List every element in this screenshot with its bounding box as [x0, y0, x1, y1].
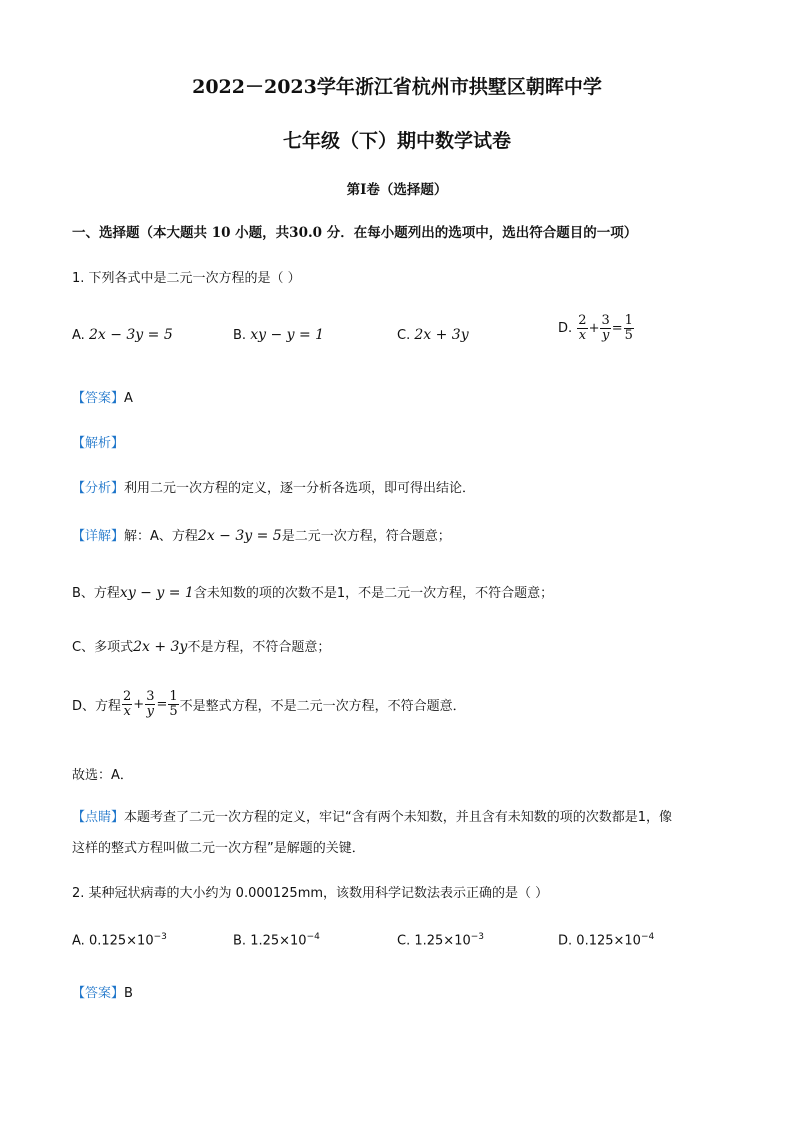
- section-title: 第I卷（选择题）: [346, 182, 448, 198]
- q1-fenxi: 【分析】利用二元一次方程的定义，逐一分析各选项，即可得出结论．: [72, 481, 476, 496]
- q1-answer: 【答案】A: [72, 391, 133, 406]
- q1-choose: 故选：A．: [72, 768, 133, 783]
- q2-answer: 【答案】B: [72, 986, 133, 1001]
- q1-option-c: [397, 327, 469, 343]
- q2-option-b: B. $1.25\times 10^{-4}$: [233, 932, 320, 949]
- fraction: $\frac{2}{x}$: [578, 313, 587, 343]
- q1-detail-d: D、方程 $\frac{2}{x}$ + $\frac{3}{y}$ = $\frac{1}{5}$ 不是整式方程，不是二元一次方程，不符合题意．: [72, 689, 466, 719]
- option-label: A.: [72, 328, 85, 343]
- q2-option-c: C. $1.25\times 10^{-3}$: [397, 932, 485, 949]
- fraction: $\frac{3}{y}$: [146, 689, 155, 719]
- q2-option-d: D. $0.125\times 10^{-4}$: [558, 932, 655, 949]
- q1-stem: 1. 下列各式中是二元一次方程的是（ ）: [72, 271, 301, 286]
- q1-detail-a: 【详解】解：A、方程2x − 3y = 5是二元一次方程，符合题意；: [72, 528, 451, 544]
- option-label: D.: [558, 321, 573, 336]
- fraction: $\frac{1}{5}$: [624, 313, 633, 343]
- option-label: C.: [397, 328, 411, 343]
- option-label: B.: [233, 328, 247, 343]
- q1-detail-b: B、方程xy − y = 1含未知数的项的次数不是1，不是二元一次方程，不符合题意；: [72, 585, 554, 601]
- q1-dianjing-line2: 这样的整式方程叫做二元一次方程”是解题的关键．: [72, 841, 365, 856]
- q1-option-b: [233, 327, 324, 343]
- part-heading: 一、选择题（本大题共 10 小题，共30.0 分．在每小题列出的选项中，选出符合题目的一项）: [72, 225, 638, 241]
- option-expr: xy − y = 1: [250, 327, 325, 343]
- page-title-line1: 2022－2023学年浙江省杭州市拱墅区朝晖中学: [192, 76, 602, 98]
- q2-option-a: A. $0.125\times 10^{-3}$: [72, 932, 167, 949]
- fraction: $\frac{2}{x}$: [123, 689, 132, 719]
- fraction: $\frac{3}{y}$: [601, 313, 610, 343]
- q1-option-a: [72, 327, 173, 343]
- option-expr: 2x + 3y: [414, 327, 469, 343]
- option-expr: 2x − 3y = 5: [88, 327, 173, 343]
- q1-dianjing-line1: 【点睛】本题考查了二元一次方程的定义，牢记“含有两个未知数，并且含有未知数的项的次数都是1，像: [72, 810, 673, 825]
- fraction: $\frac{1}{5}$: [169, 689, 178, 719]
- q2-stem: 2. 某种冠状病毒的大小约为 0.000125mm，该数用科学记数法表示正确的是（ ）: [72, 886, 549, 901]
- q1-option-d: D. $\frac{2}{x}$ + $\frac{3}{y}$ = $\frac{1}{5}$: [558, 313, 633, 343]
- page-title-line2: 七年级（下）期中数学试卷: [282, 130, 511, 152]
- q1-detail-c: C、多项式2x + 3y不是方程，不符合题意；: [72, 639, 331, 655]
- q1-analysis: 【解析】: [72, 436, 125, 451]
